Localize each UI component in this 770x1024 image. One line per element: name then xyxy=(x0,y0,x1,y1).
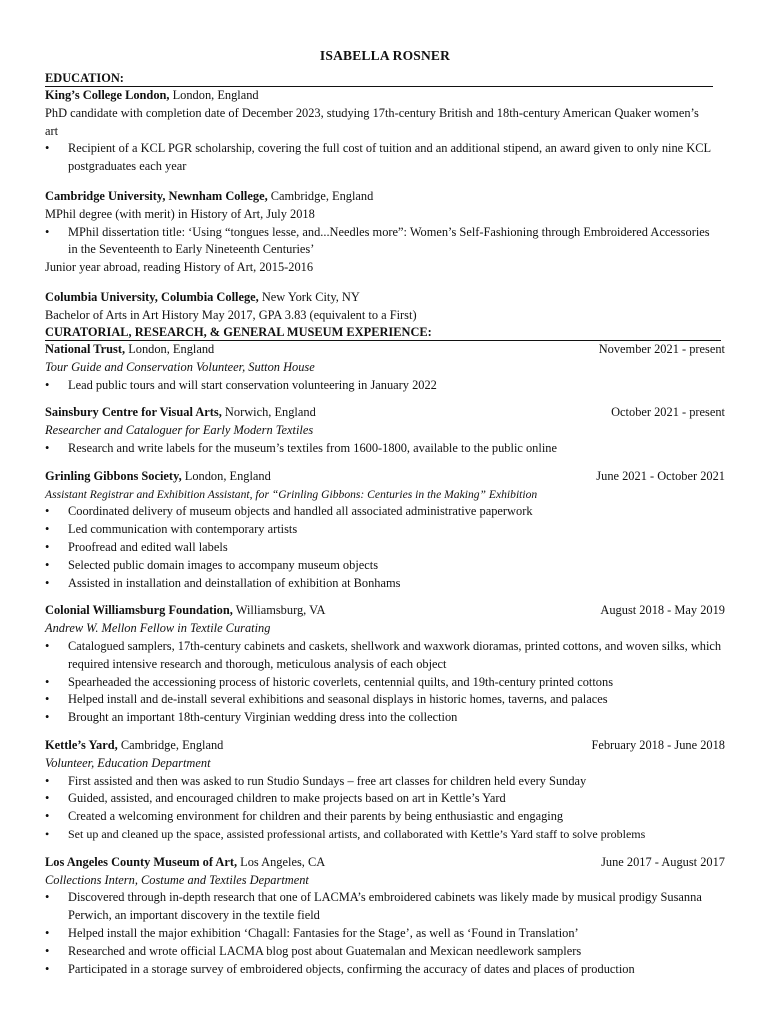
organization-location: Los Angeles, CA xyxy=(237,854,326,869)
experience-entry xyxy=(45,404,725,457)
list-item: • Lead public tours and will start conservation volunteering in January 2022 xyxy=(45,377,725,395)
degree-line: PhD candidate with completion date of December 2023, studying 17th-century British and 18th-century American Quaker women’s art xyxy=(45,105,699,138)
experience-role: Assistant Registrar and Exhibition Assistant, for “Grinling Gibbons: Centuries in the Making” Exhibition xyxy=(45,487,538,501)
resume-name: ISABELLA ROSNER xyxy=(319,48,451,63)
organization-location: Williamsburg, VA xyxy=(232,603,326,618)
experience-dates: June 2021 - October 2021 xyxy=(596,468,725,483)
organization-location: Cambridge, England xyxy=(117,737,224,752)
list-item: • Coordinated delivery of museum objects and handled all associated administrative paperwork xyxy=(45,503,725,521)
organization-location: London, England xyxy=(181,468,271,483)
experience-dates: August 2018 - May 2019 xyxy=(600,603,725,618)
experience-entry xyxy=(45,341,725,394)
experience-bullets xyxy=(45,503,725,592)
list-item: • Participated in a storage survey of embroidered objects, confirming the accuracy of dates and places of production xyxy=(45,961,725,979)
degree-line: MPhil degree (with merit) in History of Art, July 2018 xyxy=(45,206,315,221)
list-item: • Recipient of a KCL PGR scholarship, covering the full cost of tuition and an additional stipend, an award given to only nine KCL postgraduates each year xyxy=(45,140,713,176)
institution-name: Cambridge University, Newnham College, xyxy=(45,188,268,203)
education-heading xyxy=(45,71,713,87)
experience-header xyxy=(45,854,725,872)
list-item: • Research and write labels for the museum’s textiles from 1600-1800, available to the public online xyxy=(45,440,725,458)
list-item: • Set up and cleaned up the space, assisted professional artists, and collaborated with Kettle’s Yard staff to solve problems xyxy=(45,826,725,844)
experience-role: Andrew W. Mellon Fellow in Textile Curating xyxy=(45,621,271,636)
organization-name: Grinling Gibbons Society, xyxy=(45,468,182,483)
education-institution xyxy=(45,87,713,105)
experience-role: Tour Guide and Conservation Volunteer, Sutton House xyxy=(45,359,315,374)
experience-entry xyxy=(45,602,725,727)
organization-name: Los Angeles County Museum of Art, xyxy=(45,854,238,869)
organization-name: Colonial Williamsburg Foundation, xyxy=(45,603,233,618)
experience-bullets xyxy=(45,440,725,458)
experience-header xyxy=(45,737,725,755)
education-institution xyxy=(45,188,713,206)
experience-dates: October 2021 - present xyxy=(611,405,725,420)
organization-name: Sainsbury Centre for Visual Arts, xyxy=(45,405,222,420)
degree-line: Junior year abroad, reading History of Art, 2015-2016 xyxy=(45,260,314,275)
experience-role: Collections Intern, Costume and Textiles Department xyxy=(45,872,309,887)
organization-location: London, England xyxy=(125,342,215,356)
education-bullets xyxy=(45,224,713,260)
list-item: • Researched and wrote official LACMA blog post about Guatemalan and Mexican needlework samplers xyxy=(45,943,725,961)
experience-bullets xyxy=(45,773,725,844)
list-item: • Discovered through in-depth research that one of LACMA’s embroidered cabinets was likely made by musical prodigy Susanna Perwich, an important discovery in the textile field xyxy=(45,889,725,925)
education-entry-columbia xyxy=(45,289,713,325)
institution-location: Cambridge, England xyxy=(267,188,374,203)
list-item: • Led communication with contemporary artists xyxy=(45,521,725,539)
experience-entry xyxy=(45,468,725,593)
experience-dates: November 2021 - present xyxy=(598,342,725,356)
organization-name: National Trust, xyxy=(45,342,126,356)
list-item: • Catalogued samplers, 17th-century cabinets and caskets, shellwork and waxwork dioramas, printed cottons, and woven silks, which required intensive research and thorough, meticulous analysis of each object xyxy=(45,638,725,674)
experience-section xyxy=(45,325,725,988)
institution-location: London, England xyxy=(169,88,259,102)
list-item: • Helped install the major exhibition ‘Chagall: Fantasies for the Stage’, as well as ‘Found in Translation’ xyxy=(45,925,725,943)
list-item: • Guided, assisted, and encouraged children to make projects based on art in Kettle’s Yard xyxy=(45,790,725,808)
experience-header xyxy=(45,341,725,359)
list-item: • Helped install and de-install several exhibitions and seasonal displays in historic homes, taverns, and palaces xyxy=(45,691,725,709)
experience-heading xyxy=(45,325,721,341)
list-item: • Spearheaded the accessioning process of historic coverlets, centennial quilts, and 19th-century printed cottons xyxy=(45,674,725,692)
list-item: • Assisted in installation and deinstallation of exhibition at Bonhams xyxy=(45,575,725,593)
list-item: • Proofread and edited wall labels xyxy=(45,539,725,557)
experience-role: Volunteer, Education Department xyxy=(45,755,211,770)
organization-name: Kettle’s Yard, xyxy=(45,737,118,752)
list-item: • Brought an important 18th-century Virginian wedding dress into the collection xyxy=(45,709,725,727)
education-bullets xyxy=(45,140,713,176)
experience-entry xyxy=(45,737,725,844)
list-item: • Created a welcoming environment for children and their parents by being enthusiastic and engaging xyxy=(45,808,725,826)
experience-bullets xyxy=(45,377,725,395)
experience-header xyxy=(45,602,725,620)
education-entry-cambridge xyxy=(45,188,713,277)
experience-dates: June 2017 - August 2017 xyxy=(601,854,725,869)
institution-name: Columbia University, Columbia College, xyxy=(45,289,259,304)
organization-location: Norwich, England xyxy=(221,405,316,420)
education-entry-kcl xyxy=(45,87,713,176)
experience-heading-text: CURATORIAL, RESEARCH, & GENERAL MUSEUM EXPERIENCE: xyxy=(45,325,432,339)
experience-bullets xyxy=(45,638,725,727)
experience-bullets xyxy=(45,889,725,978)
experience-role: Researcher and Cataloguer for Early Modern Textiles xyxy=(45,423,314,438)
institution-name: King’s College London, xyxy=(45,88,170,102)
experience-header xyxy=(45,468,725,486)
education-section xyxy=(45,71,713,335)
list-item: • Selected public domain images to accompany museum objects xyxy=(45,557,725,575)
list-item: • First assisted and then was asked to run Studio Sundays – free art classes for children held every Sunday xyxy=(45,773,725,791)
institution-location: New York City, NY xyxy=(258,289,360,304)
education-institution xyxy=(45,289,713,307)
experience-dates: February 2018 - June 2018 xyxy=(591,737,725,752)
education-heading-text: EDUCATION: xyxy=(45,71,124,85)
experience-header xyxy=(45,404,725,422)
degree-line: Bachelor of Arts in Art History May 2017, GPA 3.83 (equivalent to a First) xyxy=(45,307,417,322)
experience-entry xyxy=(45,854,725,979)
list-item: • MPhil dissertation title: ‘Using “tongues lesse, and...Needles more”: Women’s Self-Fashioning through Embroidered Accessories in the Seventeenth to Early Nineteenth Centuries’ xyxy=(45,224,713,260)
